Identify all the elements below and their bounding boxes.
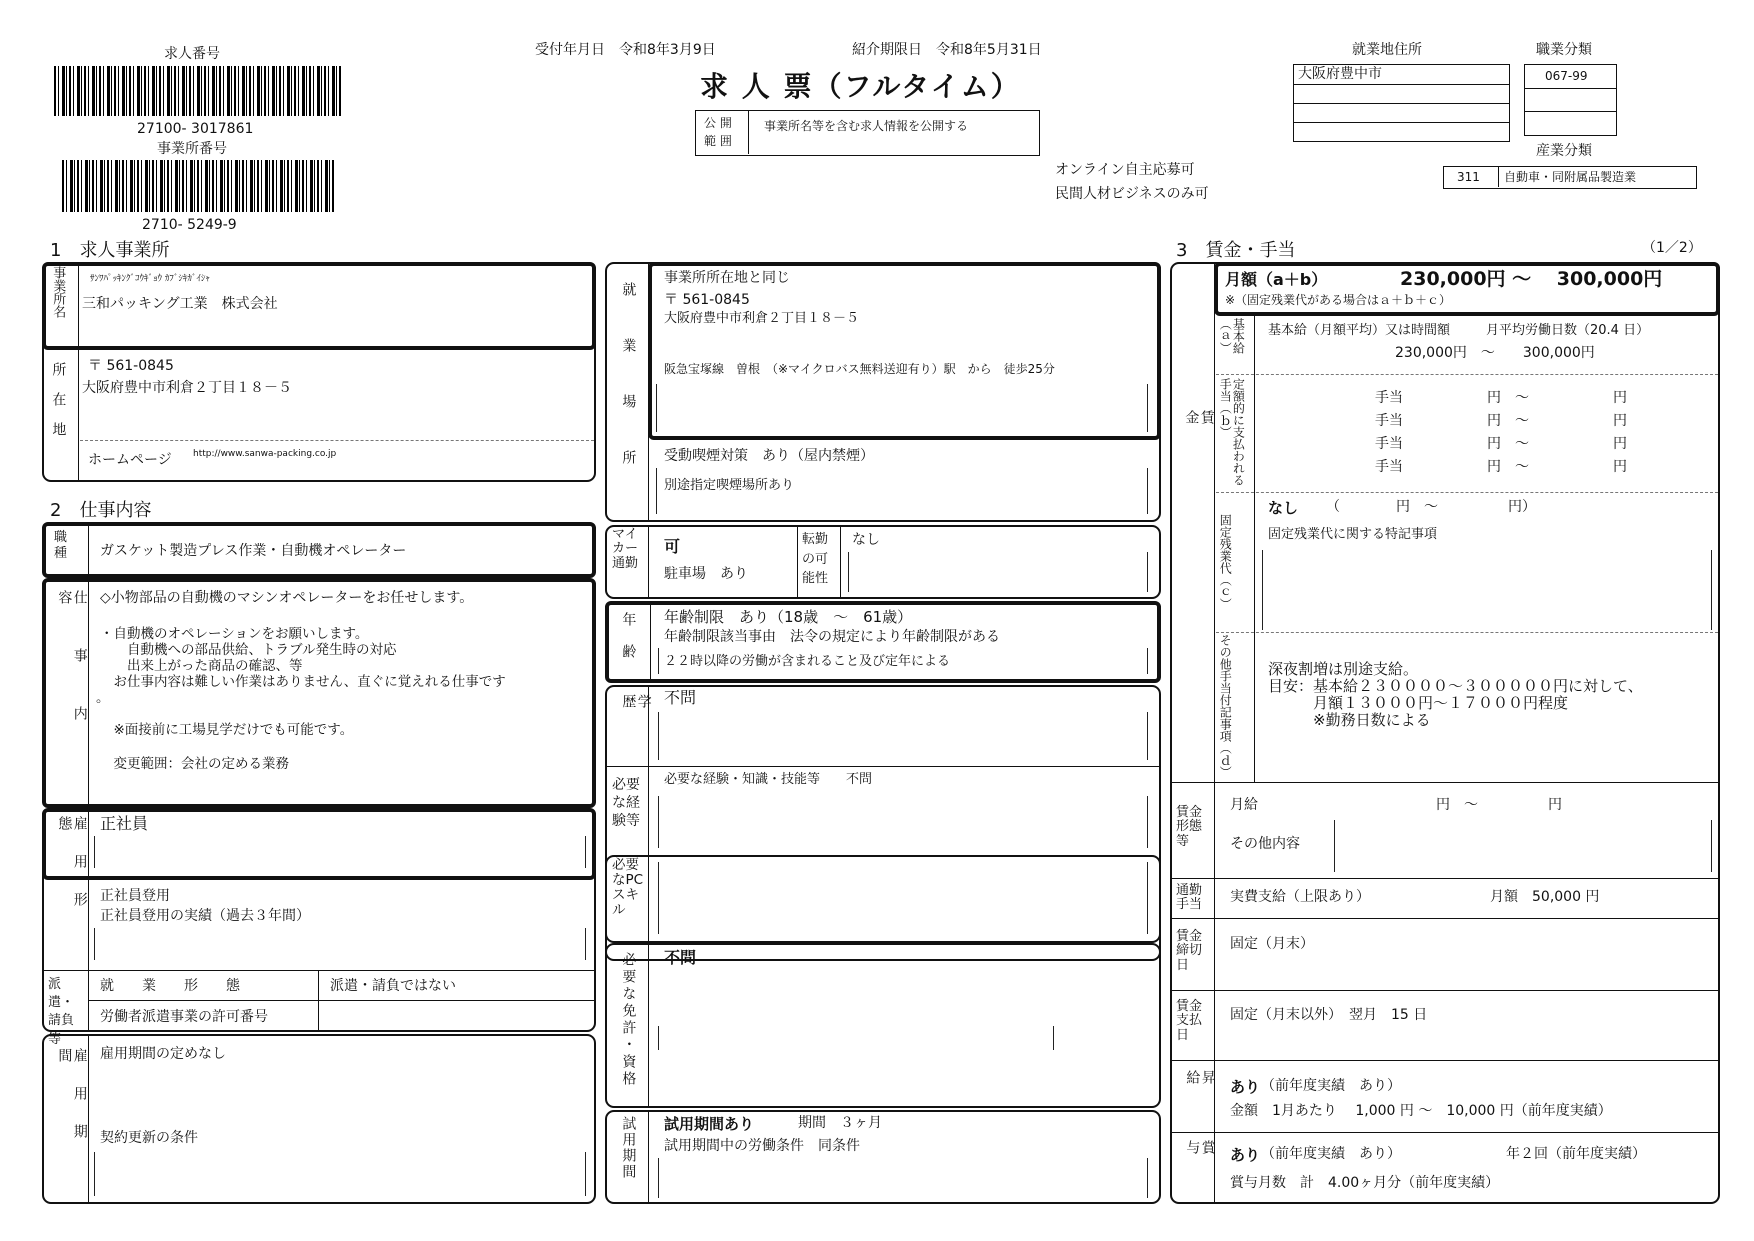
job-number: 27100- 3017861 [137,121,254,137]
work-address: 大阪府豊中市 [1298,66,1382,82]
closing-date-label: 賃金締切日 [1176,929,1203,973]
section1-title: 1 求人事業所 [50,240,170,261]
job-content-line: ◇小物部品の自動機のマシンオペレーターをお任せします。 [100,590,474,606]
office-zip: 〒 561-0845 [88,358,174,374]
office-number: 2710- 5249-9 [142,217,237,233]
employment-period: 雇用期間の定めなし [100,1046,226,1062]
bonus-previous: （前年度実績 あり） [1261,1146,1401,1162]
office-number-label: 事業所番号 [157,141,227,157]
transfer: なし [852,532,880,548]
trial-period: 試用期間あり [664,1115,755,1133]
occupation-box [1524,64,1617,136]
pay-date-label: 賃金支払日 [1176,999,1203,1043]
renewal-bracket [94,1152,586,1196]
job-content-line: 出来上がった商品の確認、等 [100,658,303,674]
private-business: 民間人材ビジネスのみ可 [1055,186,1209,202]
age-bracket [658,648,1148,674]
raise: あり [1230,1078,1261,1096]
bonus-label: 賞与 [1184,1140,1216,1172]
other-allowance-label: その他手当付記事項（ｄ） [1218,634,1233,778]
raise-amount: 金額 1月あたり 1,000 円 ～ 10,000 円（前年度実績） [1230,1103,1612,1119]
publication-scope [695,110,1040,156]
transfer-bracket [848,552,1148,592]
industry-code: 311 [1457,170,1480,184]
overtime-range: （ 円 ～ 円） [1326,499,1536,515]
job-content-box [42,578,596,808]
job-number-barcode [54,66,342,116]
intro-limit-date: 紹介期限日 令和8年5月31日 [852,42,1042,58]
age-note: ２２時以降の労働が含まれること及び定年による [664,654,951,669]
allowance-row: 手当 円 ～ 円 [1375,390,1627,406]
raise-label: 昇給 [1184,1070,1216,1102]
dispatch-key: 就 業 形 態 [100,978,240,994]
base-pay-label: 基本給（ａ） [1218,318,1246,354]
workplace-zip: 〒 561-0845 [664,292,750,308]
received-date: 受付年月日 令和8年3月9日 [535,42,716,58]
work-address-label: 就業地住所 [1352,42,1422,58]
license-bracket [658,1026,1054,1050]
trial-duration: 期間 ３ヶ月 [798,1115,882,1131]
occupation-label: 職業分類 [1536,42,1592,58]
pc-skill-bracket [658,862,1148,934]
job-content-label: 仕事内容 [56,590,88,764]
occupation-code: 067-99 [1545,69,1588,83]
dispatch-license-label: 労働者派遣事業の許可番号 [100,1009,268,1025]
wage-label: 賃金 [1183,410,1215,604]
age-limit: 年齢制限 あり（18歳 ～ 61歳） [664,608,913,626]
transfer-label: 転勤の可能性 [802,532,829,586]
job-content-line: 。 [96,690,110,706]
work-days: 月平均労働日数（20.4 日） [1486,323,1650,338]
commute-allowance: 実費支給（上限あり） [1230,889,1370,905]
closing-date: 固定（月末） [1230,936,1314,952]
experience-label: 必要な経験等 [612,777,640,830]
section2-title: 2 仕事内容 [50,500,152,521]
parking: 駐車場 あり [664,566,748,582]
base-pay-range: 230,000円 ～ 300,000円 [1395,345,1595,361]
base-pay-key: 基本給（月額平均）又は時間額 [1268,323,1451,338]
commute-amount: 月額 50,000 円 [1490,889,1600,905]
monthly-label: 月額（a＋b） [1225,270,1328,289]
office-name: 三和パッキング工業 株式会社 [82,296,278,312]
wage-form-label: 賃金形態等 [1176,805,1203,849]
other-allowance-line: ※勤務日数による [1268,711,1431,729]
section3-title: 3 賃金・手当 [1176,240,1296,261]
office-address-label: 所在地 [50,362,67,452]
allowance-row: 手当 円 ～ 円 [1375,436,1627,452]
allowance-row: 手当 円 ～ 円 [1375,459,1627,475]
employment-period-label: 雇用期間 [56,1048,88,1162]
employment-type: 正社員 [100,814,149,833]
regular-conversion: 正社員登用 [100,888,170,904]
trial-bracket [658,1158,1148,1198]
smoking-measure: 受動喫煙対策 あり（屋内禁煙） [664,448,874,464]
job-number-label: 求人番号 [164,46,220,62]
commute-label: 通勤手当 [1176,883,1203,913]
industry-label: 産業分類 [1536,143,1592,159]
experience-bracket [658,796,1148,848]
job-content-line: お仕事内容は難しい作業はありません、直ぐに覚えれる仕事です [100,674,506,690]
job-type: ガスケット製造プレス作業・自動機オペレーター [100,543,407,559]
workplace-label: 就業場所 [620,282,637,506]
job-content-line: ※面接前に工場見学だけでも可能です。 [100,722,354,738]
fixed-allowance-label: 定額的に支払われる手当（ｂ） [1218,378,1246,486]
bonus: あり [1230,1146,1261,1164]
industry-name: 自動車・同附属品製造業 [1504,170,1637,184]
employment-note-bracket [94,836,586,868]
overtime: なし [1268,499,1299,517]
office-name-label: 事業所名 [50,266,66,318]
employment-type-label: 雇用形態 [56,816,88,930]
office-name-kana: ｻﾝﾜﾊﾟｯｷﾝｸﾞｺｳｷﾞｮｳ ｶﾌﾞｼｷｶﾞｲｼｬ [90,274,210,284]
car-commute: 可 [664,537,681,556]
trial-condition: 試用期間中の労働条件 同条件 [664,1138,860,1154]
renewal-condition-label: 契約更新の条件 [100,1130,198,1146]
trial-period-label: 試用期間 [620,1116,637,1180]
regular-conversion-record: 正社員登用の実績（過去３年間） [100,908,310,924]
office-number-barcode [62,160,334,212]
dispatch-label: 派遣・請負等 [48,977,75,1047]
smoking-bracket [656,468,1148,514]
bonus-months: 賞与月数 計 4.00ヶ月分（前年度実績） [1230,1175,1500,1191]
experience: 必要な経験・知識・技能等 不問 [664,772,873,787]
publication-scope-label: 公 開 範 囲 [704,116,732,148]
pay-date: 固定（月末以外） 翌月 15 日 [1230,1007,1428,1023]
wage-form-range: 円 ～ 円 [1436,797,1562,813]
homepage-link[interactable]: http://www.sanwa-packing.co.jp [193,449,337,459]
workplace-same: 事業所所在地と同じ [664,270,790,286]
education-label: 学歴 [620,694,652,732]
monthly-note: ※（固定残業代がある場合はａ＋ｂ＋ｃ） [1225,293,1452,307]
overtime-note-label: 固定残業代に関する特記事項 [1268,527,1438,542]
conversion-note-bracket [94,928,586,960]
raise-previous: （前年度実績 あり） [1261,1078,1401,1094]
education: 不問 [664,688,697,707]
bonus-times: 年２回（前年度実績） [1506,1146,1646,1162]
workplace-bracket [656,384,1148,432]
pc-skill-label: 必要なPCスキル [612,857,644,918]
education-bracket [658,712,1148,760]
smoking-area: 別途指定喫煙場所あり [664,478,795,493]
wage-form-other: その他内容 [1230,836,1300,852]
other-allowance-line: 月額１３０００円～１７０００円程度 [1268,694,1569,712]
wage-form: 月給 [1230,797,1258,813]
license: 不問 [664,948,697,967]
allowance-row: 手当 円 ～ 円 [1375,413,1627,429]
job-content-line: 自動機への部品供給、トラブル発生時の対応 [100,642,397,658]
age-reason: 年齢制限該当事由 法令の規定により年齢制限がある [664,629,1000,645]
job-content-line: ・自動機のオペレーションをお願いします。 [100,626,369,642]
publication-scope-value: 事業所名等を含む求人情報を公開する [764,119,969,133]
office-address: 大阪府豊中市利倉２丁目１８－５ [82,380,292,396]
work-address-box [1293,64,1510,142]
workplace-address: 大阪府豊中市利倉２丁目１８－５ [664,311,860,326]
other-allowance-line: 深夜割増は別途支給。 [1268,660,1419,678]
dispatch-value: 派遣・請負ではない [330,978,456,994]
page-title: 求 人 票（フルタイム） [700,70,1021,103]
car-commute-label: マイカー通勤 [612,527,639,571]
page-indicator: （1／2） [1642,240,1702,256]
overtime-label: 固定残業代（ｃ） [1218,514,1233,610]
nearest-station: 阪急宝塚線 曽根 （※マイクロバス無料送迎有り）駅 から 徒歩25分 [664,362,1055,376]
other-allowance-line: 目安：基本給２３００００～３０００００円に対して、 [1268,677,1643,695]
industry-box [1443,166,1697,189]
age-label: 年齢 [620,612,637,676]
homepage-label: ホームページ [88,452,172,468]
overtime-bracket [1262,550,1712,630]
online-application: オンライン自主応募可 [1055,162,1195,178]
license-label: 必要な免許・資格 [620,952,637,1088]
monthly-range: 230,000円 ～ 300,000円 [1400,268,1663,290]
job-type-label: 職種 [54,530,68,561]
job-content-line: 変更範囲：会社の定める業務 [100,756,289,772]
wage-form-bracket [1334,820,1712,872]
